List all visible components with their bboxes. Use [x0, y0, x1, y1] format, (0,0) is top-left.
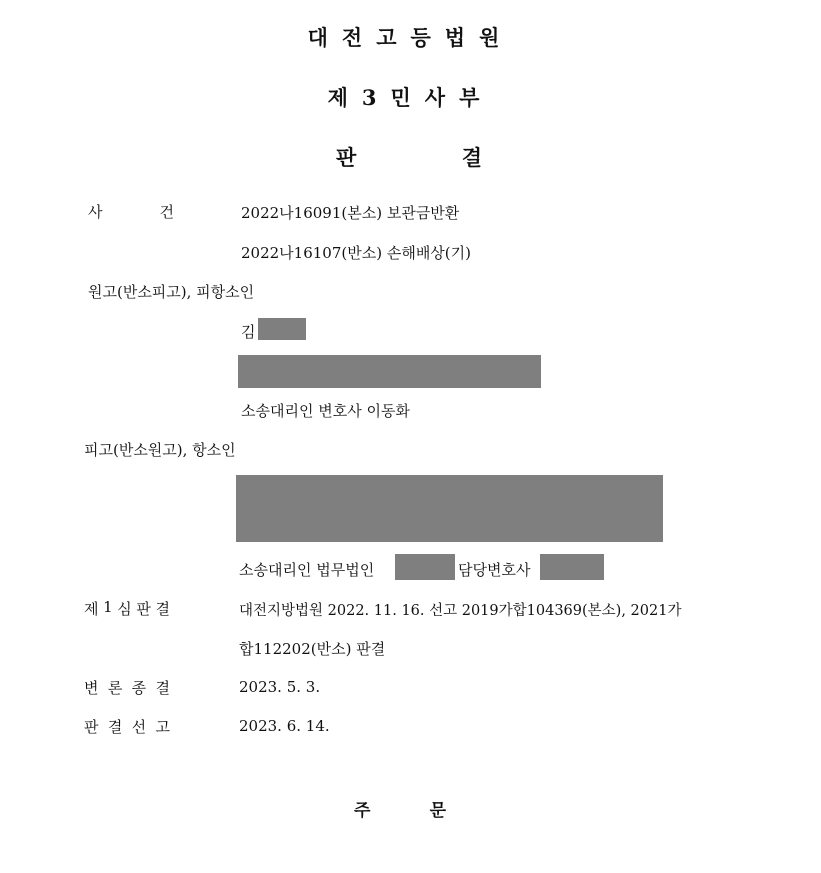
case-label-char: 사 — [88, 203, 103, 221]
first-instance-label-char: 1 — [103, 598, 113, 616]
pronounce-label-char: 판 — [84, 718, 99, 736]
plaintiff-label: 원고(반소피고), 피항소인 — [88, 283, 255, 301]
document-type — [336, 142, 482, 172]
defendant-attorney-mid: 담당변호사 — [458, 561, 531, 579]
pronounce-label-char: 선 — [131, 718, 147, 736]
closing-label-char: 론 — [107, 679, 123, 697]
attorney-name-redaction — [540, 554, 604, 580]
first-instance-label-char: 결 — [155, 600, 170, 618]
pronounce-date: 2023. 6. 14. — [239, 717, 330, 735]
document-type-char: 결 — [461, 145, 482, 170]
law-firm-redaction — [395, 554, 455, 580]
plaintiff-name-redaction — [258, 318, 306, 340]
first-instance-label-char: 제 — [84, 600, 99, 618]
case-number-counter: 2022나16107(반소) 손해배상(기) — [241, 244, 471, 262]
order-heading-char: 주 — [354, 801, 371, 821]
case-label — [88, 201, 174, 222]
pronounce-label-char: 고 — [155, 718, 170, 736]
first-instance-label-char: 판 — [136, 600, 151, 618]
plaintiff-address-redaction — [238, 355, 541, 388]
closing-label-char: 변 — [84, 679, 99, 697]
plaintiff-name-prefix: 김 — [241, 323, 256, 341]
document-type-char: 판 — [336, 145, 357, 170]
first-instance-label — [84, 598, 170, 619]
order-heading — [354, 796, 446, 821]
closing-date: 2023. 5. 3. — [239, 678, 321, 696]
first-instance-line2: 합112202(반소) 판결 — [239, 640, 386, 658]
division-name: 제3민사부 — [327, 85, 494, 110]
first-instance-label-char: 심 — [117, 600, 132, 618]
pronounce-label — [84, 716, 170, 737]
closing-label-char: 종 — [131, 679, 147, 697]
case-number-main: 2022나16091(본소) 보관금반환 — [241, 204, 460, 222]
court-name: 대전고등법원 — [307, 25, 514, 50]
order-heading-char: 문 — [429, 801, 446, 821]
closing-label — [84, 677, 170, 698]
pronounce-label-char: 결 — [107, 718, 123, 736]
plaintiff-attorney: 소송대리인 변호사 이동화 — [241, 402, 410, 420]
first-instance-line1: 대전지방법원 2022. 11. 16. 선고 2019가합104369(본소), 2021가 — [239, 603, 682, 619]
defendant-label: 피고(반소원고), 항소인 — [84, 441, 236, 459]
closing-label-char: 결 — [155, 679, 170, 697]
case-label-char: 건 — [159, 203, 174, 221]
defendant-attorney-prefix: 소송대리인 법무법인 — [239, 561, 375, 579]
defendant-info-redaction — [236, 475, 663, 542]
